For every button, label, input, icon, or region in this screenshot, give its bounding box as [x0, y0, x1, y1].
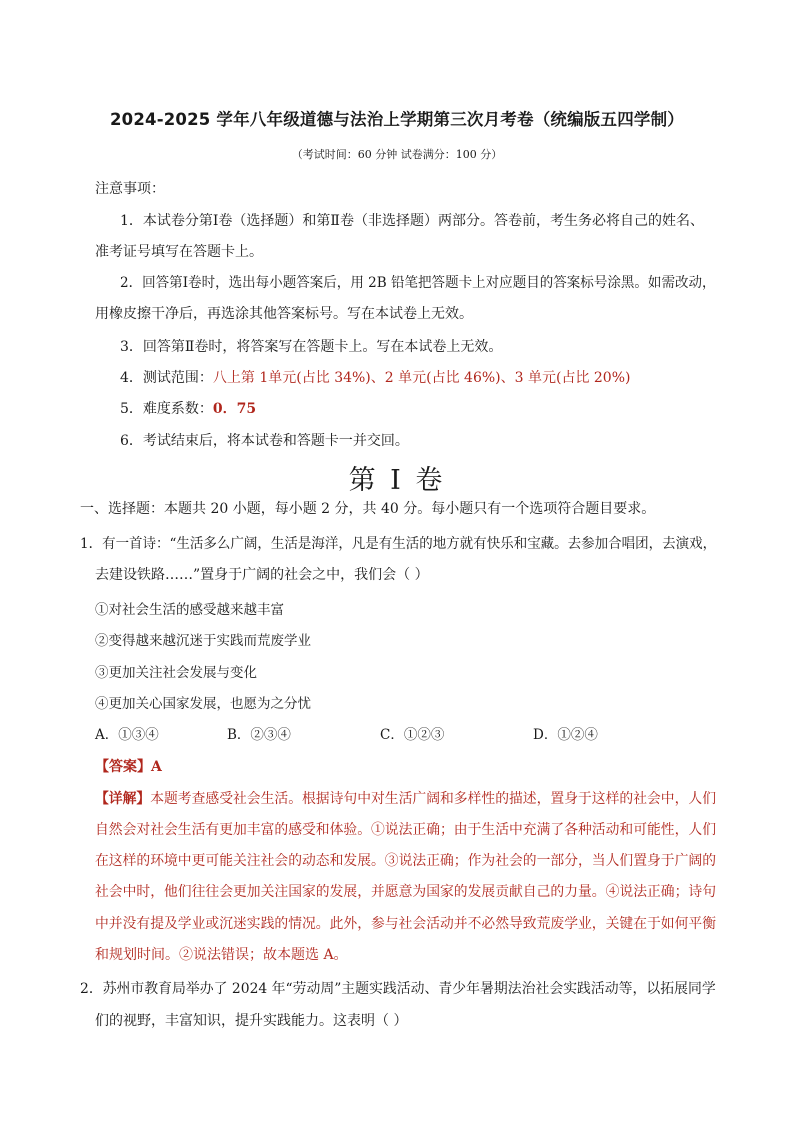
- q1-explain-line-3: 在这样的环境中更可能关注社会的动态和发展。③说法正确；作为社会的一部分，当人们置身于广阔的: [95, 853, 716, 869]
- q1-stem-line-1: 1．有一首诗：“生活多么广阔，生活是海洋，凡是有生活的地方就有快乐和宝藏。去参加合唱团，去演戏，: [80, 536, 717, 552]
- note-item-5: [120, 398, 256, 418]
- q1-explain-line-4: 社会中时，他们往往会更加关注国家的发展，并愿意为国家的发展贡献自己的力量。④说法正确；诗句: [95, 884, 716, 900]
- q1-explain-line-6: 和规划时间。②说法错误；故本题选 A。: [95, 947, 348, 963]
- section-heading: 一、选择题：本题共 20 小题，每小题 2 分，共 40 分。每小题只有一个选项符合题目要求。: [80, 501, 656, 517]
- q1-explain-line-5: 中并没有提及学业或沉迷实践的情况。此外，参与社会活动并不必然导致荒废学业，关键在于如何平衡: [95, 916, 716, 932]
- answer-label: 【答案】: [95, 759, 151, 775]
- exam-title: 2024-2025 学年八年级道德与法治上学期第三次月考卷（统编版五四学制）: [109, 110, 685, 129]
- q1-statement-1: ①对社会生活的感受越来越丰富: [95, 602, 284, 618]
- q1-explain-line-2: 自然会对社会生活有更加丰富的感受和体验。①说法正确；由于生活中充满了各种活动和可能性，人们: [95, 822, 716, 838]
- note-item-1-line-1: 1．本试卷分第Ⅰ卷（选择题）和第Ⅱ卷（非选择题）两部分。答卷前，考生务必将自己的姓名、: [120, 213, 704, 229]
- part-title: 第 I 卷: [348, 465, 446, 496]
- note-item-1-line-2: 准考证号填写在答题卡上。: [95, 244, 263, 260]
- q1-option-a: A．①③④: [95, 727, 159, 743]
- q1-answer: [95, 756, 162, 776]
- answer-value: A: [151, 759, 162, 775]
- note-item-3: 3．回答第Ⅱ卷时，将答案写在答题卡上。写在本试卷上无效。: [120, 339, 503, 355]
- q2-stem-line-2: 们的视野，丰富知识，提升实践能力。这表明（ ）: [95, 1013, 408, 1029]
- notes-heading: 注意事项：: [95, 181, 165, 197]
- note-item-6: 6．考试结束后，将本试卷和答题卡一并交回。: [120, 433, 409, 449]
- note-item-4-label: 4．测试范围：: [120, 370, 213, 386]
- q1-option-b: B．②③④: [227, 727, 291, 743]
- note-item-2-line-1: 2．回答第Ⅰ卷时，选出每小题答案后，用 2B 铅笔把答题卡上对应题目的答案标号涂黑。如需改动，: [120, 275, 716, 291]
- note-item-4: [120, 367, 630, 387]
- difficulty-value: 0．75: [212, 401, 257, 417]
- q2-stem-line-1: 2．苏州市教育局举办了 2024 年“劳动周”主题实践活动、青少年暑期法治社会实践活动等，以拓展同学: [80, 981, 716, 997]
- exam-subtitle: （考试时间：60 分钟 试卷满分：100 分）: [291, 148, 503, 161]
- q1-explain-line-1: 【详解】本题考查感受社会生活。根据诗句中对生活广阔和多样性的描述，置身于这样的社会中，人们: [95, 791, 716, 807]
- q1-statement-4: ④更加关心国家发展，也愿为之分忧: [95, 696, 311, 712]
- note-item-2-line-2: 用橡皮擦干净后，再选涂其他答案标号。写在本试卷上无效。: [95, 306, 473, 322]
- note-item-5-label: 5．难度系数：: [120, 401, 213, 417]
- q1-option-d: D．①②④: [533, 727, 598, 743]
- explain-label: 【详解】: [95, 791, 151, 807]
- q1-statement-2: ②变得越来越沉迷于实践而荒废学业: [95, 633, 311, 649]
- q1-statement-3: ③更加关注社会发展与变化: [95, 665, 257, 681]
- q1-stem-line-2: 去建设铁路……”置身于广阔的社会之中，我们会（ ）: [95, 567, 429, 583]
- test-scope-value: 八上第 1单元(占比 34%)、2 单元(占比 46%)、3 单元(占比 20%): [212, 370, 631, 386]
- q1-option-c: C．①②③: [380, 727, 445, 743]
